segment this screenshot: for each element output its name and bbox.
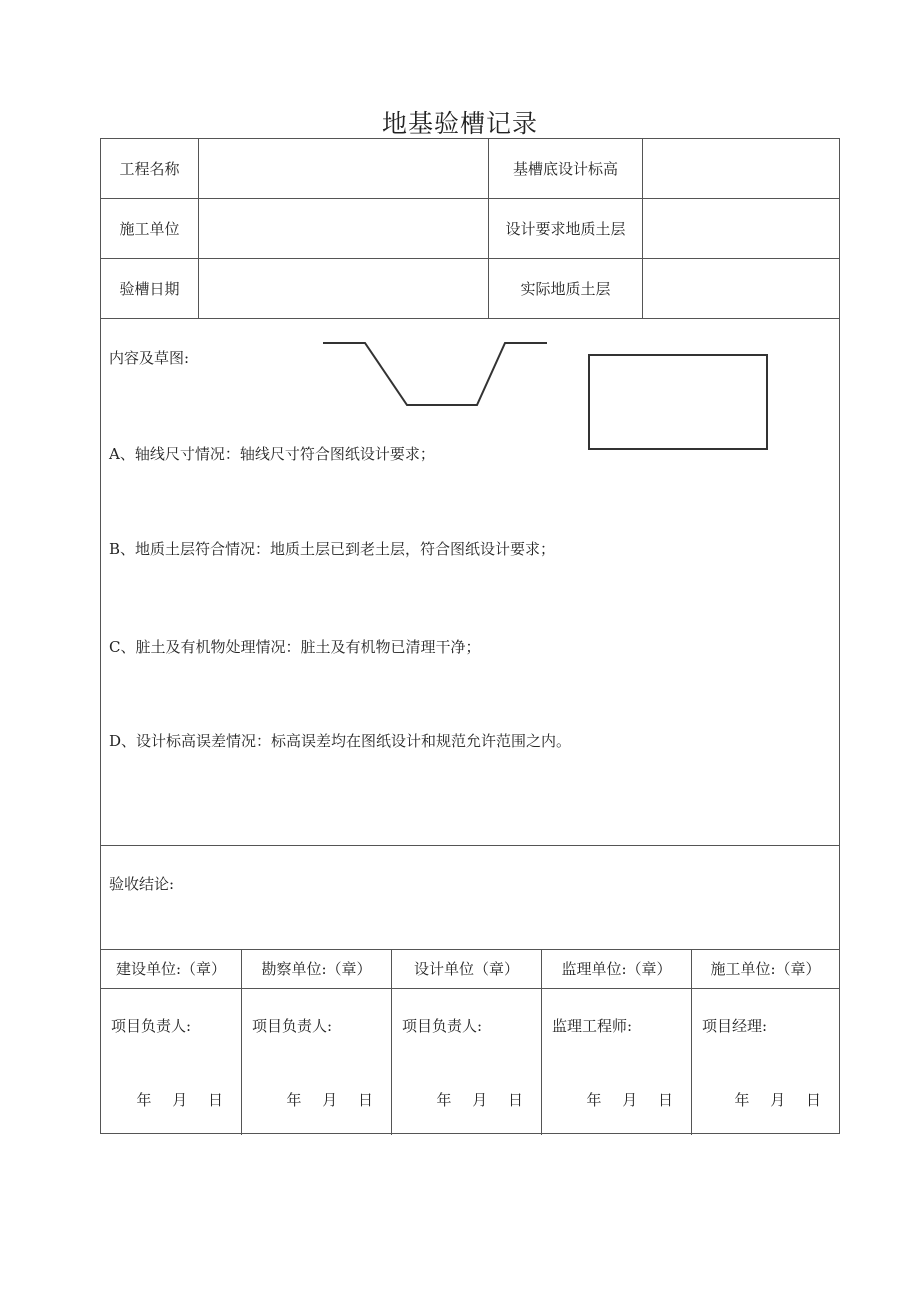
signature-supervision [542, 949, 692, 1135]
signature-date-label: 年 月 日 [136, 1091, 223, 1109]
signature-role-label: 监理工程师: [552, 1017, 633, 1035]
signature-date-label: 年 月 日 [286, 1091, 373, 1109]
value-design-elevation[interactable] [643, 139, 839, 198]
trench-profile-line [323, 343, 547, 405]
info-row-project [101, 139, 839, 199]
signature-section [101, 949, 839, 1135]
conclusion-section [101, 845, 839, 950]
content-item-c: C、脏土及有机物处理情况：脏土及有机物已清理干净； [109, 638, 481, 656]
signature-design [392, 949, 542, 1135]
signature-unit-label: 勘察单位:（章） [242, 949, 391, 989]
signature-unit-label: 设计单位（章） [392, 949, 541, 989]
value-project-name[interactable] [199, 139, 489, 198]
signature-role-label: 项目经理: [702, 1017, 768, 1035]
signature-role-label: 项目负责人: [111, 1017, 192, 1035]
content-item-b: B、地质土层符合情况：地质土层已到老土层，符合图纸设计要求； [109, 540, 556, 558]
label-inspection-date: 验槽日期 [101, 259, 199, 318]
trench-sketch [321, 337, 551, 409]
label-required-soil: 设计要求地质土层 [489, 199, 643, 258]
signature-unit-label: 施工单位:（章） [692, 949, 839, 989]
sketch-box [588, 354, 768, 450]
signature-role-label: 项目负责人: [252, 1017, 333, 1035]
value-contractor[interactable] [199, 199, 489, 258]
value-actual-soil[interactable] [643, 259, 839, 318]
label-project-name: 工程名称 [101, 139, 199, 198]
signature-survey [242, 949, 392, 1135]
info-row-date [101, 259, 839, 319]
label-actual-soil: 实际地质土层 [489, 259, 643, 318]
signature-date-label: 年 月 日 [586, 1091, 673, 1109]
signature-owner [101, 949, 242, 1135]
signature-date-label: 年 月 日 [436, 1091, 523, 1109]
value-required-soil[interactable] [643, 199, 839, 258]
signature-unit-label: 监理单位:（章） [542, 949, 691, 989]
content-section [101, 319, 839, 846]
signature-date-label: 年 月 日 [734, 1091, 821, 1109]
page-title: 地基验槽记录 [381, 109, 538, 138]
content-item-a: A、轴线尺寸情况：轴线尺寸符合图纸设计要求； [109, 445, 435, 463]
signature-unit-label: 建设单位:（章） [101, 949, 241, 989]
record-form [100, 138, 840, 1134]
content-heading: 内容及草图: [109, 349, 190, 367]
label-design-elevation: 基槽底设计标高 [489, 139, 643, 198]
value-inspection-date[interactable] [199, 259, 489, 318]
content-item-d: D、设计标高误差情况：标高误差均在图纸设计和规范允许范围之内。 [109, 732, 572, 750]
signature-role-label: 项目负责人: [402, 1017, 483, 1035]
label-contractor: 施工单位 [101, 199, 199, 258]
conclusion-label: 验收结论: [109, 875, 175, 893]
signature-construction [692, 949, 839, 1135]
info-row-contractor [101, 199, 839, 259]
